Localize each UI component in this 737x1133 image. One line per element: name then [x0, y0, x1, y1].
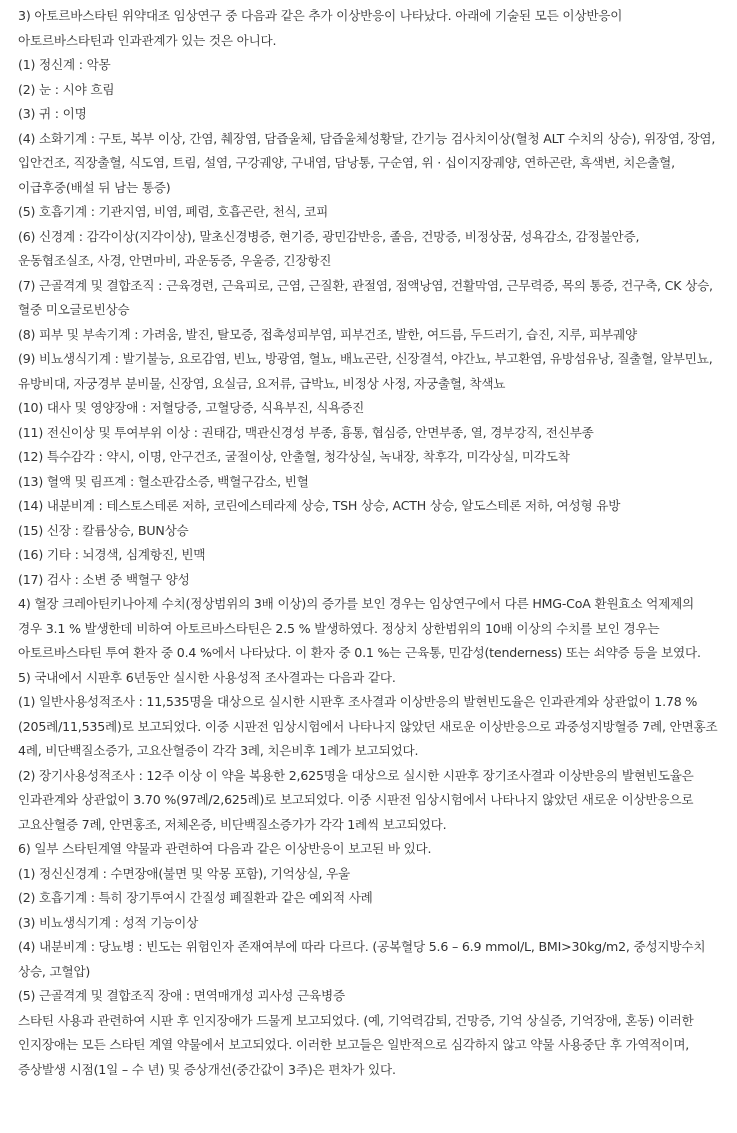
- endocrine-item: (14) 내분비계 : 테스토스테론 저하, 코린에스테라제 상승, TSH 상승, ACTH 상승, 알도스테론 저하, 여성형 유방: [18, 498, 621, 513]
- statin-urogenital-item: (3) 비뇨생식기계 : 성적 기능이상: [18, 914, 199, 930]
- eye-item: (2) 눈 : 시야 흐림: [18, 81, 115, 97]
- urogenital-item: (9) 비뇨생식기계 : 발기불능, 요로감염, 빈뇨, 방광염, 혈뇨, 배뇨곤란, 신장결석, 야간뇨, 부고환염, 유방섬유낭, 질출혈, 알부민뇨, 유방비대, 자궁경부 분비물, 신장염, 요실금, 요저류, 급박뇨, 비정상 사정, 자궁출혈, 착색뇨: [18, 351, 713, 391]
- general-survey-item: (1) 일반사용성적조사 : 11,535명을 대상으로 실시한 시판후 조사결과 이상반응의 발현빈도율은 인과관계와 상관없이 1.78 %(205례/11,535례)로 보고되었다. 이중 시판전 임상시험에서 나타나지 않았던 새로운 이상반응으로 과중성지방혈증 7례, 안면홍조 4례, 비단백질소증가, 고요산혈증이 각각 3례, 치은비후 1례가 보고되었다.: [18, 694, 718, 758]
- ear-item: (3) 귀 : 이명: [18, 106, 87, 121]
- section-4-paragraph: 4) 혈장 크레아틴키나아제 수치(정상범위의 3배 이상)의 증가를 보인 경우는 임상연구에서 다른 HMG-CoA 환원효소 억제제의 경우 3.1 % 발생한데 비하여 아토르바스타틴은 2.5 % 발생하였다. 정상치 상한범위의 10배 이상의 수치를 보인 경우는 아토르바스타틴 투여 환자 중 0.4 %에서 나타났다. 이 환자 중 0.1 %는 근육통, 민감성(tenderness) 또는 쇠약증 등을 보였다.: [18, 596, 701, 660]
- statin-endocrine-item: (4) 내분비계 : 당뇨병 : 빈도는 위험인자 존재여부에 따라 다르다. (공복혈당 5.6 – 6.9 mmol/L, BMI>30kg/m2, 중성지방수치 상승, 고혈압): [18, 939, 706, 979]
- statin-respiratory-item: (2) 호흡기계 : 특히 장기투여시 간질성 폐질환과 같은 예외적 사례: [18, 890, 373, 905]
- digestive-item: (4) 소화기계 : 구토, 복부 이상, 간염, 췌장염, 담즙울체, 담즙울체성황달, 간기능 검사치이상(혈청 ALT 수치의 상승), 위장염, 장염, 입안건조, 직장출혈, 식도염, 트림, 설염, 구강궤양, 구내염, 담낭통, 구순염, 위 · 십이지장궤양, 연하곤란, 흑색변, 치은출혈, 이급후중(배설 뒤 남는 통증): [18, 130, 716, 195]
- cognitive-impairment-paragraph: 스타틴 사용과 관련하여 시판 후 인지장애가 드물게 보고되었다. (예, 기억력감퇴, 건망증, 기억 상실증, 기억장애, 혼동) 이러한 인지장애는 모든 스타틴 계열 약물에서 보고되었다. 이러한 보고들은 일반적으로 심각하지 않고 약물 사용중단 후 가역적이며, 증상발생 시점(1일 – 수 년) 및 증상개선(중간값이 3주)은 편차가 있다.: [18, 1012, 694, 1077]
- neuropsychiatric-item: (1) 정신신경계 : 수면장애(불면 및 악몽 포함), 기억상실, 우울: [18, 865, 350, 881]
- musculoskeletal-item: (7) 근골격계 및 결합조직 : 근육경련, 근육피로, 근염, 근질환, 관절염, 점액낭염, 건활막염, 근무력증, 목의 통증, 건구축, CK 상승, 혈중 미오글로빈상승: [18, 277, 713, 317]
- general-disorders-item: (11) 전신이상 및 투여부위 이상 : 권태감, 맥관신경성 부종, 흉통, 협심증, 안면부종, 열, 경부강직, 전신부종: [18, 424, 594, 440]
- adverse-reactions-document: [18, 4, 718, 1082]
- metabolism-item: (10) 대사 및 영양장애 : 저혈당증, 고혈당증, 식욕부진, 식욕증진: [18, 400, 365, 415]
- section-5-intro-paragraph: 5) 국내에서 시판후 6년동안 실시한 사용성적 조사결과는 다음과 같다.: [18, 669, 396, 685]
- long-term-survey-item: (2) 장기사용성적조사 : 12주 이상 이 약을 복용한 2,625명을 대상으로 실시한 시판후 장기조사결과 이상반응의 발현빈도율은 인과관계와 상관없이 3.70 %(97례/2,625례)로 보고되었다. 이중 시판전 임상시험에서 나타나지 않았던 새로운 이상반응으로 고요산혈증 7례, 안면홍조, 저체온증, 비단백질소증가가 각각 1례씩 보고되었다.: [18, 767, 694, 832]
- respiratory-item: (5) 호흡기계 : 기관지염, 비염, 폐렴, 호흡곤란, 천식, 코피: [18, 204, 329, 219]
- kidney-item: (15) 신장 : 칼륨상승, BUN상승: [18, 522, 189, 538]
- psychiatric-item: (1) 정신계 : 악몽: [18, 57, 111, 72]
- section-6-intro-paragraph: 6) 일부 스타틴계열 약물과 관련하여 다음과 같은 이상반응이 보고된 바 있다.: [18, 841, 432, 856]
- nervous-system-item: (6) 신경계 : 감각이상(지각이상), 말초신경병증, 현기증, 광민감반응, 졸음, 건망증, 비정상꿈, 성욕감소, 감정불안증, 운동협조실조, 사경, 안면마비, 과운동증, 우울증, 긴장항진: [18, 228, 640, 268]
- statin-musculoskeletal-item: (5) 근골격계 및 결합조직 장애 : 면역매개성 괴사성 근육병증: [18, 988, 345, 1003]
- section-3-intro-paragraph: 3) 아토르바스타틴 위약대조 임상연구 중 다음과 같은 추가 이상반응이 나타났다. 아래에 기술된 모든 이상반응이 아토르바스타틴과 인과관계가 있는 것은 아니다.: [18, 8, 623, 48]
- laboratory-item: (17) 검사 : 소변 중 백혈구 양성: [18, 571, 190, 587]
- other-item: (16) 기타 : 뇌경색, 심계항진, 빈맥: [18, 547, 206, 562]
- special-senses-item: (12) 특수감각 : 약시, 이명, 안구건조, 굴절이상, 안출혈, 청각상실, 녹내장, 착후각, 미각상실, 미각도착: [18, 449, 570, 464]
- skin-item: (8) 피부 및 부속기계 : 가려움, 발진, 탈모증, 접촉성피부염, 피부건조, 발한, 여드름, 두드러기, 습진, 지루, 피부궤양: [18, 326, 637, 342]
- blood-lymph-item: (13) 혈액 및 림프계 : 혈소판감소증, 백혈구감소, 빈혈: [18, 473, 309, 489]
